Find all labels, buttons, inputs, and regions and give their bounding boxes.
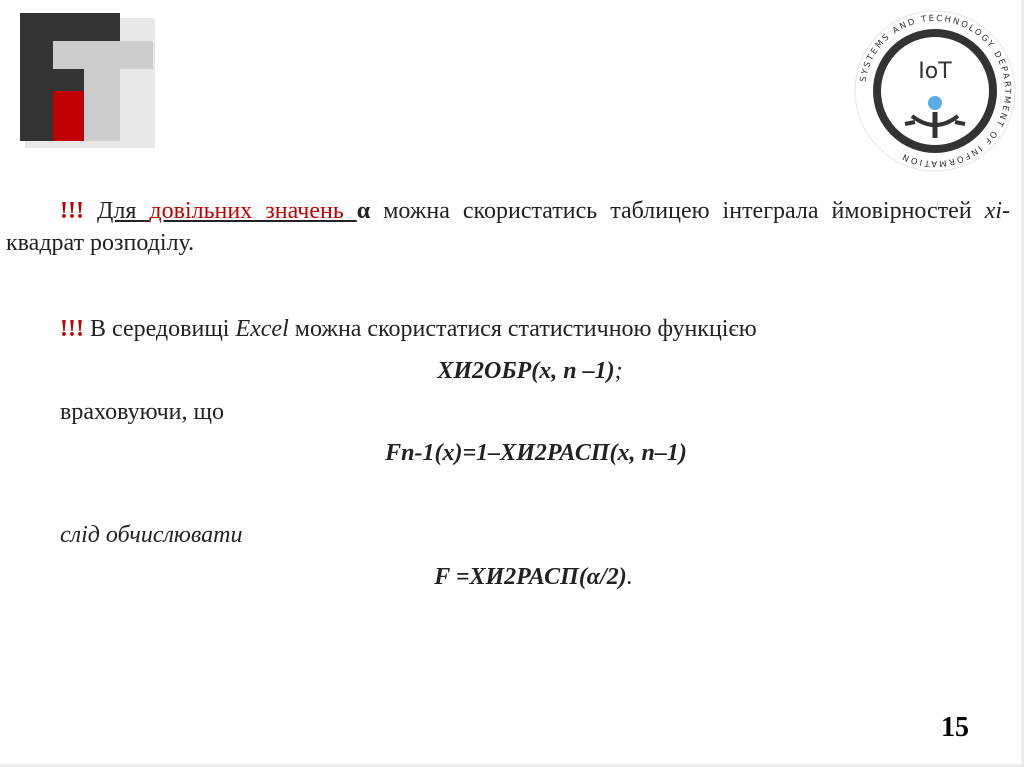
xi-term: хі (984, 198, 1003, 224)
attention-marker: !!! (60, 316, 84, 342)
text-segment: Для (97, 198, 137, 224)
ft-logo-icon (20, 13, 160, 148)
text-segment: можна скористатися статистичною функцією (288, 316, 757, 342)
paragraph-excel-function (60, 313, 1000, 345)
paragraph-integral-table (6, 195, 1010, 259)
svg-text:SYSTEMS AND TECHNOLOGY DEPARTM: SYSTEMS AND TECHNOLOGY DEPARTMENT OF INFORMATION (858, 13, 1013, 169)
svg-text:IoT: IoT (918, 59, 952, 84)
text-segment: можна скористатись таблицею інтеграла ймовірностей (370, 198, 985, 224)
attention-marker: !!! (60, 198, 84, 224)
highlight-arbitrary-values: довільних значень (149, 198, 357, 224)
text-segment: В середовищі (83, 316, 236, 342)
paragraph-considering: враховуючи, що (60, 399, 224, 425)
text-segment: -квадрат розподілу. (6, 198, 1011, 256)
alpha-symbol: α (356, 198, 371, 224)
paragraph-should-compute: слід обчислювати (60, 522, 243, 548)
formula-chi2-inverse: ХИ2ОБР(х, n –1); (437, 358, 623, 384)
page-number: 15 (941, 712, 969, 743)
formula-distribution: Fn-1(x)=1–ХИ2РАСП(х, n–1) (385, 440, 687, 466)
formula-chi2-distribution: F =ХИ2РАСП(α/2). (434, 564, 633, 590)
excel-term: Excel (235, 316, 289, 342)
iot-seal-icon (850, 6, 1020, 176)
